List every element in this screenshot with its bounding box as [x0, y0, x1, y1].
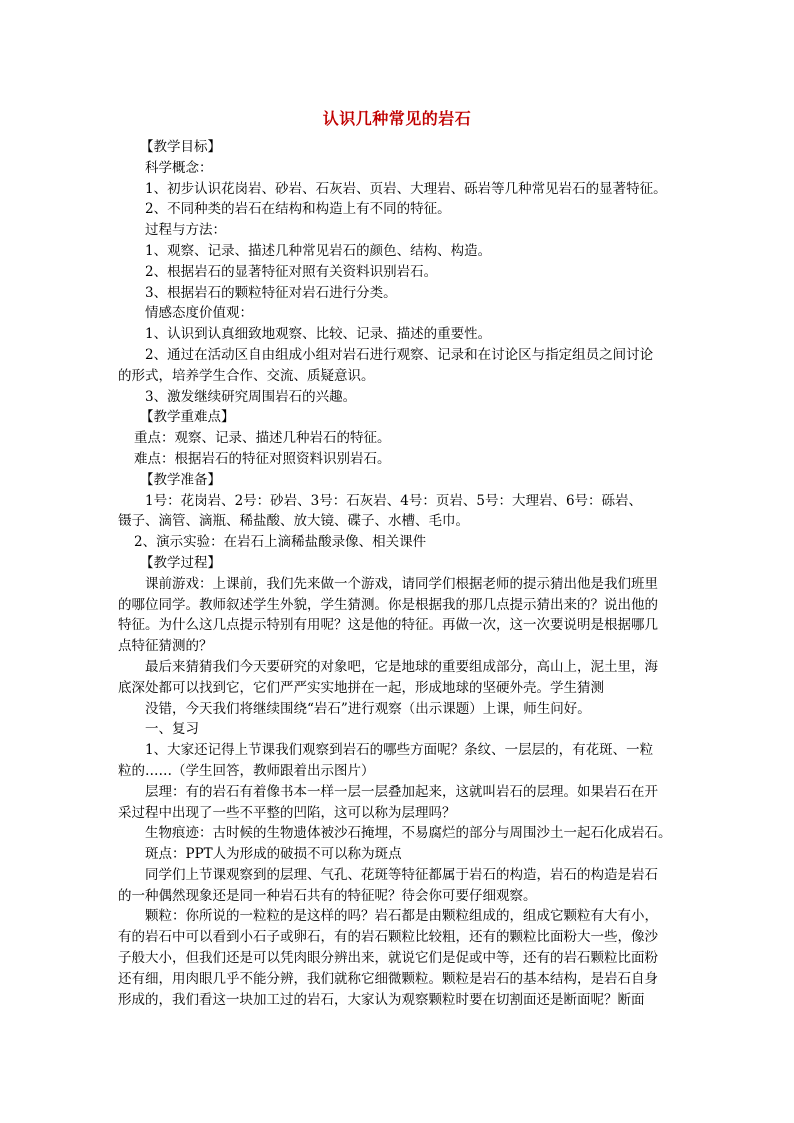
text-line: 斑点：PPT人为形成的破损不可以称为斑点	[145, 846, 402, 863]
text-line: 【教学目标】	[140, 139, 221, 155]
text-line: 2、不同种类的岩石在结构和构造上有不同的特征。	[145, 201, 451, 218]
text-line: 形成的，我们看这一块加工过的岩石，大家认为观察颗粒时要在切割面还是断面呢？断面	[118, 991, 645, 1008]
text-line: 还有细，用肉眼几乎不能分辨，我们就称它细微颗粒。颗粒是岩石的基本结构，是岩石自身	[118, 970, 658, 987]
text-line: 子般大小，但我们还是可以凭肉眼分辨出来，就说它们是促或中等，还有的岩石颗粒比面粉	[118, 950, 658, 967]
text-line: 【教学过程】	[140, 554, 221, 571]
text-line: 镊子、滴管、滴瓶、稀盐酸、放大镜、碟子、水槽、毛巾。	[118, 513, 469, 530]
text-line: 特征。为什么这几点提示特别有用呢？这是他的特征。再做一次，这一次要说明是根据哪几	[118, 617, 658, 634]
text-line: 颗粒：你所说的一粒粒的是这样的吗？岩石都是由颗粒组成的，组成它颗粒有大有小，	[145, 908, 658, 925]
text-line: 1、大家还记得上节课我们观察到岩石的哪些方面呢？条纹、一层层的，有花斑、一粒	[145, 742, 654, 759]
text-line: 的一种偶然现象还是同一种岩石共有的特征呢？待会你可要仔细观察。	[118, 887, 537, 904]
text-line: 1、认识到认真细致地观察、比较、记录、描述的重要性。	[145, 326, 492, 343]
text-line: 同学们上节课观察到的层理、气孔、花斑等特征都属于岩石的构造，岩石的构造是岩石	[145, 866, 658, 883]
text-line: 的形式，培养学生合作、交流、质疑意识。	[118, 367, 375, 384]
text-line: 课前游戏：上课前，我们先来做一个游戏，请同学们根据老师的提示猜出他是我们班里	[145, 575, 658, 592]
text-line: 【教学重难点】	[140, 409, 235, 426]
text-line: 难点：根据岩石的特征对照资料识别岩石。	[134, 450, 391, 467]
text-line: 层理：有的岩石有着像书本一样一层一层叠加起来，这就叫岩石的层理。如果岩石在开	[145, 783, 658, 800]
text-line: 2、演示实验：在岩石上滴稀盐酸录像、相关课件	[134, 534, 427, 551]
text-line: 底深处都可以找到它，它们严严实实地拼在一起，形成地球的坚硬外壳。学生猜测	[118, 679, 604, 696]
page-title: 认识几种常见的岩石	[322, 109, 472, 128]
text-line: 生物痕迹：古时候的生物遗体被沙石掩埋，不易腐烂的部分与周围沙土一起石化成岩石。	[145, 825, 672, 842]
text-line: 2、通过在活动区自由组成小组对岩石进行观察、记录和在讨论区与指定组员之间讨论	[145, 346, 654, 363]
text-line: 一、复习	[145, 721, 199, 738]
text-line: 过程与方法：	[145, 222, 226, 239]
text-line: 重点：观察、记录、描述几种岩石的特征。	[134, 430, 391, 447]
text-line: 3、根据岩石的颗粒特征对岩石进行分类。	[145, 284, 397, 301]
text-line: 点特征猜测的？	[118, 638, 213, 655]
text-line: 的哪位同学。教师叙述学生外貌，学生猜测。你是根据我的那几点提示猜出来的？说出他的	[118, 596, 658, 613]
text-line: 情感态度价值观：	[145, 305, 253, 322]
text-line: 2、根据岩石的显著特征对照有关资料识别岩石。	[145, 263, 438, 280]
text-line: 粒的……（学生回答，教师跟着出示图片）	[118, 762, 375, 779]
text-line: 没错，今天我们将继续围绕“岩石”进行观察（出示课题）上课，师生问好。	[145, 700, 591, 717]
text-line: 最后来猜猜我们今天要研究的对象吧，它是地球的重要组成部分，高山上，泥土里，海	[145, 658, 658, 675]
text-line: 1号：花岗岩、2号：砂岩、3号：石灰岩、4号：页岩、5号：大理岩、6号：砾岩、	[145, 492, 643, 509]
text-line: 1、观察、记录、描述几种常见岩石的颜色、结构、构造。	[145, 242, 492, 259]
text-line: 3、激发继续研究周围岩石的兴趣。	[145, 388, 357, 405]
text-line: 1、初步认识花岗岩、砂岩、石灰岩、页岩、大理岩、砾岩等几种常见岩石的显著特征。	[145, 180, 667, 197]
text-line: 【教学准备】	[140, 471, 221, 488]
document-body	[118, 137, 678, 1010]
text-line: 有的岩石中可以看到小石子或卵石，有的岩石颗粒比较粗，还有的颗粒比面粉大一些，像沙	[118, 929, 658, 946]
text-line: 科学概念：	[145, 159, 213, 176]
text-line: 采过程中出现了一些不平整的凹陷，这可以称为层理吗？	[118, 804, 456, 821]
